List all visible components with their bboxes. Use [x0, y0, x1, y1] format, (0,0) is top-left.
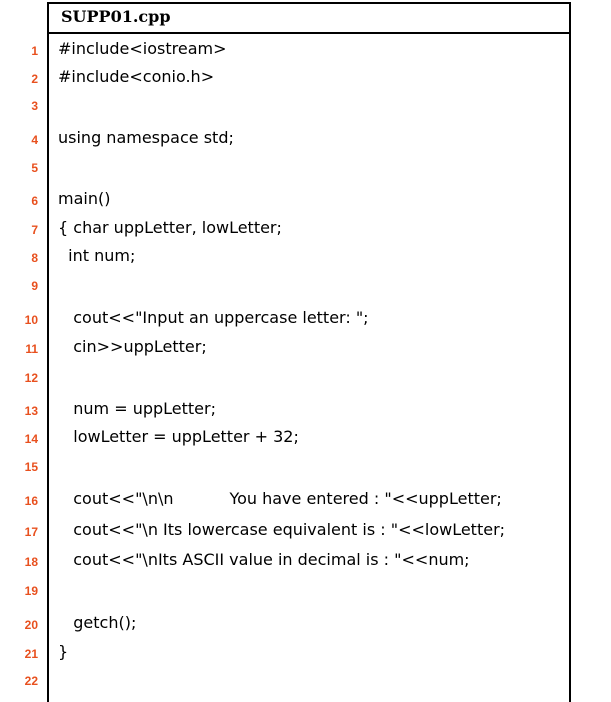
line-number: 20 [24, 618, 38, 632]
code-line: #include<conio.h> [58, 67, 215, 86]
code-line: { char uppLetter, lowLetter; [58, 218, 282, 237]
file-title-bar [47, 2, 571, 34]
code-line: getch(); [58, 613, 137, 632]
line-number: 8 [31, 251, 38, 265]
code-line: cout<<"\n Its lowercase equivalent is : "<<lowLetter; [58, 520, 506, 539]
line-number: 2 [31, 72, 38, 86]
file-title: SUPP01.cpp [61, 7, 171, 26]
code-line: } [58, 642, 69, 661]
code-line: num = uppLetter; [58, 399, 216, 418]
line-number: 15 [24, 460, 38, 474]
line-number: 7 [31, 223, 38, 237]
line-number: 18 [24, 555, 38, 569]
code-line: lowLetter = uppLetter + 32; [58, 427, 299, 446]
code-line: int num; [58, 246, 136, 265]
line-number: 5 [31, 161, 38, 175]
line-number: 11 [25, 342, 38, 356]
code-line: cout<<"\n\n You have entered : "<<uppLetter; [58, 489, 502, 508]
code-line: cout<<"\nIts ASCII value in decimal is : "<<num; [58, 550, 470, 569]
line-number: 16 [24, 494, 38, 508]
code-line: cin>>uppLetter; [58, 337, 207, 356]
line-number: 13 [24, 404, 38, 418]
line-number: 9 [31, 279, 38, 293]
line-number: 1 [31, 44, 38, 58]
line-number: 22 [24, 674, 38, 688]
code-line: #include<iostream> [58, 39, 227, 58]
line-number: 3 [31, 99, 38, 113]
line-number: 4 [31, 133, 38, 147]
line-number: 6 [31, 194, 38, 208]
line-number: 21 [24, 647, 38, 661]
code-line: main() [58, 189, 111, 208]
line-number: 14 [24, 432, 38, 446]
code-line: using namespace std; [58, 128, 234, 147]
line-number: 12 [24, 371, 38, 385]
line-number: 10 [24, 313, 38, 327]
line-number: 17 [24, 525, 38, 539]
code-line: cout<<"Input an uppercase letter: "; [58, 308, 369, 327]
line-number: 19 [24, 584, 38, 598]
